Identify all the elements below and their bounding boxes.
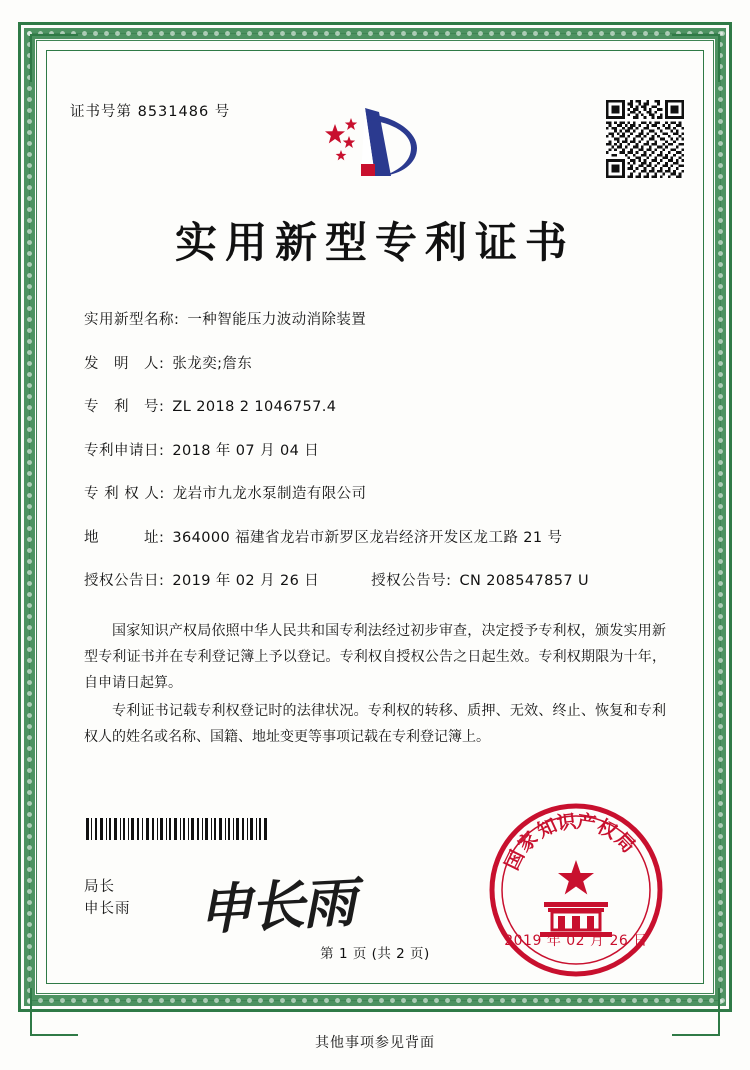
signer-block: [84, 876, 131, 920]
legal-paragraph-2: 专利证书记载专利权登记时的法律状况。专利权的转移、质押、无效、终止、恢复和专利权人的姓名或名称、国籍、地址变更等事项记载在专利登记簿上。: [84, 703, 666, 745]
legal-paragraph-1: 国家知识产权局依照中华人民共和国专利法经过初步审查，决定授予专利权，颁发实用新型专利证书并在专利登记簿上予以登记。专利权自授权公告之日起生效。专利权期限为十年，自申请日起算。: [84, 623, 666, 691]
field-value-inventor: 张龙奕;詹东: [172, 355, 253, 372]
svg-text:权: 权: [593, 815, 621, 844]
corner-ornament-bottom-left: [30, 988, 78, 1036]
field-label-grant-number: 授权公告号:: [371, 573, 452, 589]
field-row-application-date: [84, 439, 668, 460]
field-value-application-date: 2018 年 07 月 04 日: [172, 442, 320, 459]
qr-code-icon: [606, 100, 684, 178]
legal-text: [84, 618, 666, 752]
svg-text:局: 局: [610, 828, 640, 858]
field-row-inventor: [84, 352, 668, 373]
signer-role: 局长: [84, 879, 115, 895]
field-label-application-date: 专利申请日:: [84, 442, 165, 459]
corner-ornament-bottom-right: [672, 988, 720, 1036]
svg-text:识: 识: [555, 810, 578, 835]
certificate-content: [46, 50, 704, 984]
field-value-grant-date: 2019 年 02 月 26 日: [172, 573, 320, 589]
svg-text:知: 知: [533, 814, 561, 843]
seal-date: 2019 年 02 月 26 日: [504, 933, 648, 949]
field-value-name: 一种智能压力波动消除装置: [187, 312, 367, 328]
field-label-name: 实用新型名称:: [84, 312, 180, 328]
barcode-icon: [84, 818, 270, 840]
svg-text:产: 产: [575, 810, 598, 836]
field-row-address: [84, 526, 668, 547]
field-row-patent-number: [84, 395, 668, 416]
page-title: 实用新型专利证书: [174, 218, 575, 267]
footer-note: 其他事项参见背面: [315, 1035, 435, 1051]
field-label-patent-number: 专 利 号:: [84, 399, 165, 415]
field-label-inventor: 发 明 人:: [84, 355, 165, 372]
cnipa-logo-icon: [305, 102, 445, 186]
field-list: [84, 308, 668, 613]
field-row-name: [84, 308, 668, 329]
field-label-patentee: 专 利 权 人:: [84, 486, 165, 502]
field-value-address: 364000 福建省龙岩市新罗区龙岩经济开发区龙工路 21 号: [172, 529, 563, 546]
handwritten-signature: 申长雨: [196, 869, 356, 942]
svg-text:家: 家: [513, 827, 543, 857]
signer-name: 申长雨: [84, 901, 131, 917]
field-label-address: 地 址:: [84, 529, 165, 546]
field-row-grant: [84, 569, 668, 590]
field-value-patentee: 龙岩市九龙水泵制造有限公司: [172, 486, 367, 502]
certificate-number: 证书号第 8531486 号: [70, 104, 231, 120]
page-indicator: 第 1 页 (共 2 页): [320, 946, 430, 962]
svg-text:国: 国: [500, 846, 529, 874]
field-value-patent-number: ZL 2018 2 1046757.4: [172, 399, 337, 415]
field-value-grant-number: CN 208547857 U: [459, 573, 589, 589]
field-row-patentee: [84, 482, 668, 503]
field-label-grant-date: 授权公告日:: [84, 573, 165, 589]
